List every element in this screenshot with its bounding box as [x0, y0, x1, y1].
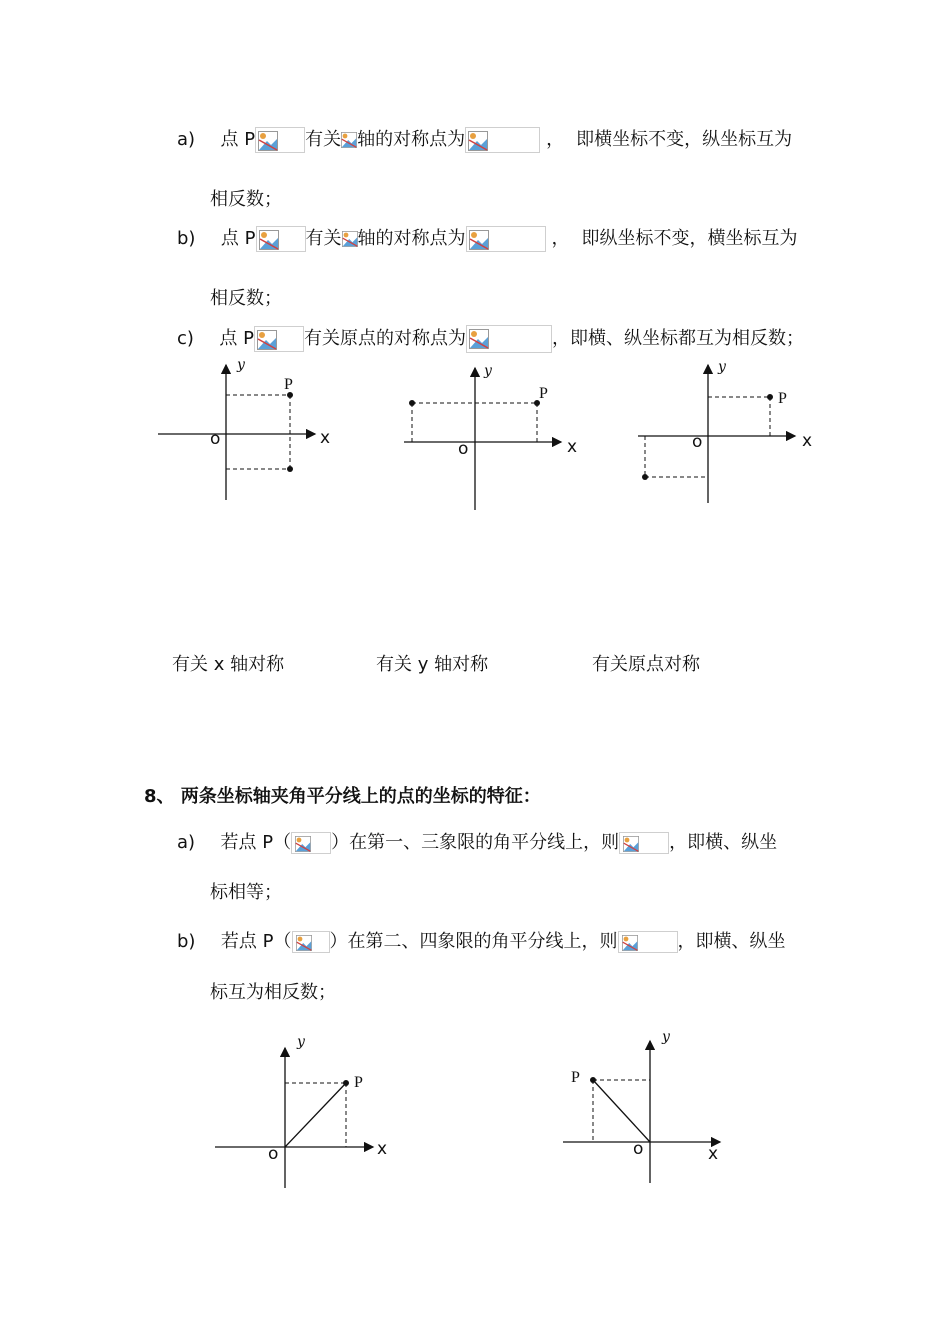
point-p [767, 394, 773, 400]
text: 若点 P（ [220, 931, 292, 952]
broken-image-icon [618, 931, 678, 953]
item-7a-cont: 相反数； [210, 189, 282, 210]
point-p-label: P [778, 390, 787, 407]
x-axis-label: x [377, 1139, 388, 1159]
item-7b-cont: 相反数； [210, 288, 282, 309]
caption-x-axis-symmetry: 有关 x 轴对称 [172, 654, 285, 675]
broken-image-icon [466, 325, 552, 353]
point-p [590, 1077, 596, 1083]
item-8b-cont: 标互为相反数； [210, 982, 336, 1003]
text: ）在第二、四象限的角平分线上，则 [329, 931, 618, 952]
broken-image-icon [255, 127, 305, 153]
diagram-y-axis-symmetry [398, 360, 598, 515]
item-7b [177, 226, 798, 252]
text: 轴的对称点为 [357, 129, 466, 150]
point-image [409, 400, 415, 406]
diagram-first-third-bisector [205, 1030, 405, 1195]
y-axis-label: y [718, 359, 726, 375]
broken-image-icon [291, 832, 331, 854]
list-marker: a) [177, 832, 196, 853]
broken-image-icon [292, 931, 330, 953]
y-axis-label: y [237, 357, 245, 373]
x-axis-label: x [708, 1144, 719, 1164]
point-p-label: P [284, 376, 293, 393]
text: 点 P [219, 328, 254, 349]
diagram-x-axis-symmetry [150, 355, 350, 515]
section-heading: 8、 两条坐标轴夹角平分线上的点的坐标的特征： [144, 786, 541, 807]
text: 点 P [220, 228, 256, 249]
caption-origin-symmetry: 有关原点对称 [592, 654, 700, 675]
origin-label: o [268, 1144, 279, 1164]
bisector-line [285, 1083, 346, 1147]
text: ，即横、纵坐标都互为相反数； [551, 328, 804, 349]
text: ）在第一、三象限的角平分线上，则 [331, 832, 620, 853]
broken-image-icon [254, 326, 304, 352]
broken-image-icon [341, 129, 357, 151]
y-axis-label: y [297, 1034, 305, 1050]
broken-image-icon [619, 832, 669, 854]
text: ， [551, 228, 570, 249]
text: 即横坐标不变，纵坐标互为 [576, 129, 793, 150]
text: 有关原点的对称点为 [303, 328, 466, 349]
point-p [343, 1080, 349, 1086]
origin-label: o [633, 1139, 644, 1159]
broken-image-icon [256, 226, 306, 252]
point-p-label: P [354, 1074, 363, 1091]
origin-label: o [692, 432, 703, 452]
text: 若点 P（ [220, 832, 292, 853]
diagram-origin-symmetry [632, 355, 832, 510]
origin-label: o [458, 439, 469, 459]
point-p-label: P [539, 385, 548, 402]
list-marker: c) [177, 328, 194, 349]
list-marker: a) [177, 129, 196, 150]
y-axis-label: y [484, 363, 492, 379]
x-axis-label: x [802, 431, 813, 451]
point-image [642, 474, 648, 480]
diagram-second-fourth-bisector [555, 1025, 755, 1190]
broken-image-icon [466, 226, 546, 252]
y-axis-label: y [662, 1029, 670, 1045]
text: 有关 [305, 228, 342, 249]
x-axis-label: x [567, 437, 578, 457]
caption-y-axis-symmetry: 有关 y 轴对称 [376, 654, 489, 675]
item-7c [177, 325, 804, 353]
item-8a [177, 831, 777, 855]
text: 点 P [220, 129, 256, 150]
text: ，即横、纵坐 [677, 931, 786, 952]
text: 有关 [305, 129, 342, 150]
broken-image-icon [342, 228, 358, 250]
text: 即纵坐标不变，横坐标互为 [581, 228, 798, 249]
text: ， [546, 129, 565, 150]
point-image [287, 466, 293, 472]
bisector-line [593, 1080, 650, 1142]
item-8b [177, 930, 786, 954]
item-8a-cont: 标相等； [210, 882, 282, 903]
list-marker: b) [177, 931, 196, 952]
broken-image-icon [465, 127, 540, 153]
list-marker: b) [177, 228, 196, 249]
x-axis-label: x [320, 428, 331, 448]
text: ，即横、纵坐 [669, 832, 778, 853]
origin-label: o [210, 429, 221, 449]
item-7a [177, 127, 792, 153]
text: 轴的对称点为 [357, 228, 466, 249]
point-p-label: P [571, 1069, 580, 1086]
